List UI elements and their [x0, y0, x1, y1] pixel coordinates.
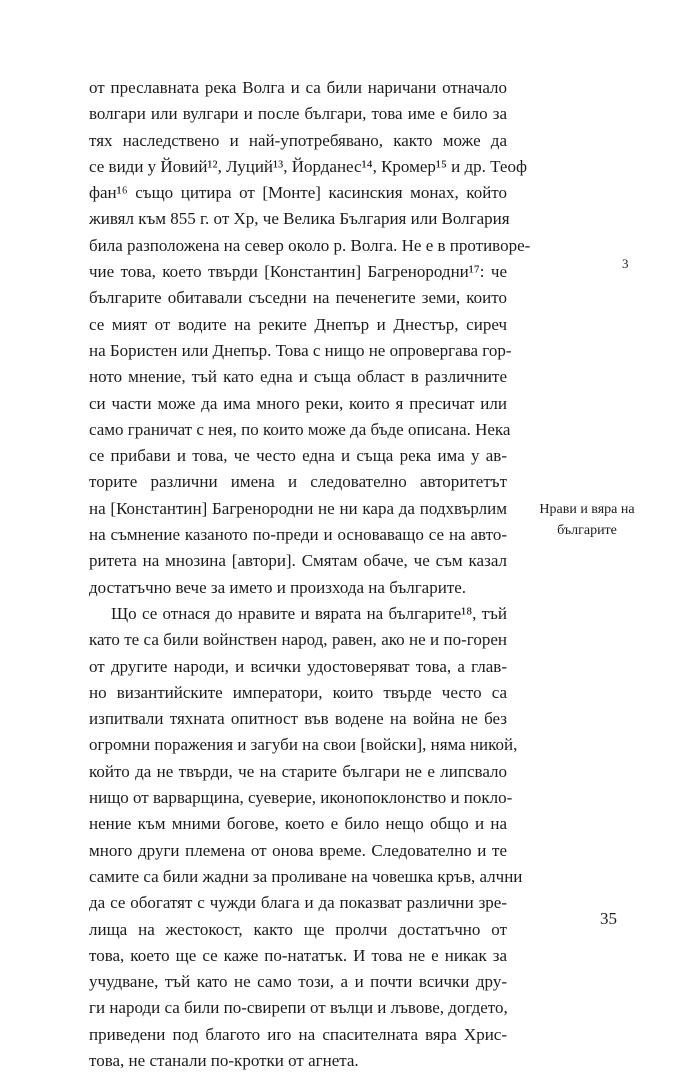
text-line: на съмнение казаното по-преди и основаващо се на авто-: [89, 525, 507, 545]
text-line: живял към 855 г. от Хр, че Велика България или Волгария: [89, 209, 510, 229]
text-line: учудване, тъй като не само този, а и почти всички дру-: [89, 972, 507, 992]
text-line: ното мнение, тъй като една и съща област в различните: [89, 367, 507, 387]
text-line: си части може да има много реки, които я пресичат или: [89, 393, 507, 413]
text-line: ги народи са били по-свирепи от вълци и лъвове, догдето,: [89, 998, 508, 1018]
text-line: на [Константин] Багренородни не ни кара да подхвърлим: [89, 498, 507, 518]
text-line: чие това, което твърди [Константин] Багренородни¹⁷: че: [89, 262, 507, 282]
text-line: се види у Йовий¹², Луций¹³, Йорданес¹⁴, Кромер¹⁵ и др. Теоф: [89, 156, 527, 176]
text-line: волгари или вулгари и после българи, това име е било за: [89, 104, 507, 124]
margin-heading: Нрави и вяра на българите: [539, 502, 635, 538]
main-text-block: [89, 75, 531, 1074]
text-line: огромни поражения и загуби на свои [войски], няма никой,: [89, 735, 518, 755]
text-line: българите обитавали съседни на печенегите земи, които: [89, 288, 507, 308]
text-line: торите различни имена и следователно авторитетът: [89, 472, 507, 492]
text-line: нищо от варварщина, суеверие, иконопоклонство и покло-: [89, 788, 513, 808]
text-line: но византийските императори, които твърде често са: [89, 682, 507, 702]
text-line: това, което ще се каже по-нататък. И това не е никак за: [89, 945, 507, 965]
text-line: се мият от водите на реките Днепър и Днестър, сиреч: [89, 314, 507, 334]
text-line: лища на жестокост, както ще пролчи достатъчно от: [89, 919, 507, 939]
text-line: като те са били войнствен народ, равен, ако не и по-горен: [89, 630, 507, 650]
margin-note-number: 3: [622, 256, 629, 271]
text-line: Що се отнася до нравите и вярата на българите¹⁸, тъй: [111, 603, 507, 623]
text-line: нение към мними богове, което е било нещо общо и на: [89, 814, 507, 834]
text-line: самите са били жадни за проливане на човешка кръв, алчни: [89, 866, 523, 886]
text-line: се прибави и това, че често една и съща река има у ав-: [89, 446, 507, 466]
text-line: приведени под благото иго на спасителната вяра Хрис-: [89, 1024, 507, 1044]
text-line: достатъчно вече за името и произхода на българите.: [89, 577, 467, 597]
text-line: на Бористен или Днепър. Това с нищо не опровергава гор-: [89, 340, 512, 360]
text-line: от другите народи, и всички удостоверяват това, а глав-: [89, 656, 507, 676]
text-line: изпитвали тяхната опитност във водене на война не без: [89, 709, 507, 729]
text-line: била разположена на север около р. Волга. Не е в противоре-: [89, 235, 531, 255]
text-line: тях наследствено и най-употребявано, както може да: [89, 130, 507, 150]
text-line: да се обогатят с чужди блага и да показват различни зре-: [89, 893, 507, 913]
page-number: 35: [600, 909, 617, 928]
text-line: само граничат с нея, по които може да бъде описана. Нека: [89, 419, 511, 439]
text-line: от преславната река Волга и са били наричани отначало: [89, 78, 507, 97]
paragraph-1: [89, 75, 531, 601]
text-line: ритета на мнозина [автори]. Смятам обаче, че съм казал: [89, 551, 507, 571]
text-line: който да не твърди, че на старите българи не е липсвало: [89, 761, 507, 781]
paragraph-2: [89, 601, 523, 1074]
text-line: това, не станали по-кротки от агнета.: [89, 1050, 359, 1070]
text-line: фан¹⁶ също цитира от [Монте] касинския монах, който: [89, 183, 507, 203]
text-line: много други племена от онова време. Следователно и те: [89, 840, 507, 860]
